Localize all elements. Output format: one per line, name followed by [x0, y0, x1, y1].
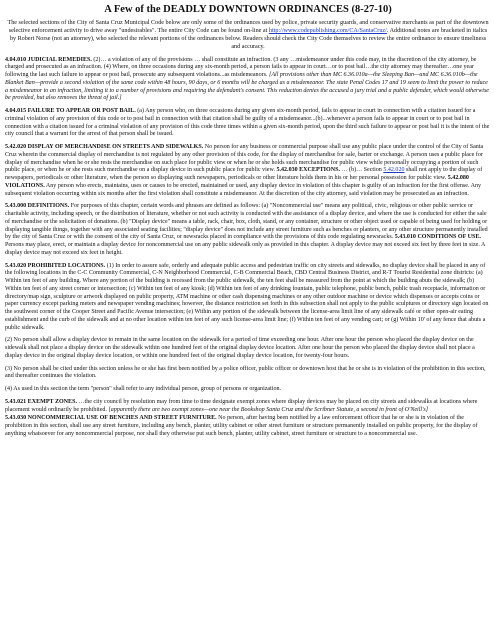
- section-heading: 5.42.020 DISPLAY OF MERCHANDISE ON STREETS AND SIDEWALKS.: [5, 144, 204, 151]
- section-one-hour-rule: [5, 337, 491, 360]
- section-heading: 5.43.021 EXEMPT ZONES.: [5, 398, 77, 405]
- section-body: For purposes of this chapter, certain words and phrases are defined as follows: (a) "Noncommercial use" means any political, civic, religious or other public service or charitable activity, including speech, or the distribution of literature, whether or not such activity is conducted with the assistance of a display device, and where the use is conducted for either the sale of merchandise or the solicitation of donations. (b) "Display device" means a table, rack, chair, box, cloth, stand, or any container, structure or other object used or capable of being used for holding or displaying tangible things, together with any associated seating facilities; "display device" does not include any street furniture such as benches or planters, or any other structure permanently installed by the city of Santa Cruz or with the consent of the city of Santa Cruz, or newsracks placed in compliance with the provisions of this code regulating newsracks.: [5, 203, 488, 241]
- section-heading-exceptions: 5.42.030 EXCEPTIONS.: [276, 167, 340, 174]
- section-definitions: [5, 203, 491, 257]
- section-body: shall not apply to the display of newspapers, periodicals or other literature, when the person so displaying such newspapers, periodicals or other literature holds them in his or her personal possession for public view.: [5, 167, 483, 182]
- section-judicial-remedies: [5, 57, 491, 104]
- section-body: (2) No person shall allow a display device to remain in the same location on the sidewalk for a period of time exceeding one hour. After one hour the person who placed the display device on the sidewalk shall not place a display device on the sidewalk within one hundred feet of the original display device location. After one hour the person who placed the display device shall not place a display device in the original display device location, or within one hundred feet of the original display device location, for twenty-four hours.: [5, 337, 475, 359]
- section-person-definition: [5, 386, 491, 394]
- section-body: Any person who erects, maintains, uses or causes to be erected, maintained or used, any display device in violation of this chapter is guilty of an infraction for the first offense. Any subsequent violation occurring within six months after the first violation shall constitute a misdemeanor. At the discretion of the city attorney, said violation may be prosecuted as an infraction.: [5, 182, 482, 197]
- section-heading: 5.43.000 DEFINITIONS.: [5, 203, 70, 210]
- section-body: No person, after having been notified by a law enforcement officer that he or she is in violation of the prohibition in this section, shall use any street furniture, including any bench, planter, utility cabinet or other street furniture or structure permanently installed on public property, for the display of anything whatsoever for any noncommercial purpose, nor shall they otherwise put such bench, planter, utility cabinet, street furniture or structure to a noncommercial use.: [5, 415, 478, 437]
- section-exempt-zones: [5, 399, 491, 415]
- section-link-5-42-020[interactable]: 5.42.020: [383, 167, 405, 174]
- section-body: (2)… a violation of any of the provisions … shall constitute an infraction. (3 any …misdemeanor under this code may, in the discretion of the city attorney, be charged and prosecuted as an infraction. (4) Where, on three occasions during any six-month period, a person fails to appear in court…or to post bail…the city attorney may thereafter…one year following the last such failure to appear or post bail, prosecute any subsequent violations...as misdemeanors.: [5, 56, 477, 79]
- section-body: … (b)… Section: [339, 167, 384, 174]
- section-benches-street-furniture: [5, 415, 491, 438]
- editor-note: [apparently there are two exempt zones—one near the Bookshop Santa Cruz and the Scribner Statute, a second in front of O'Neill's]: [108, 406, 429, 413]
- editor-note: [All provisions other than MC 6.36.010a—the Sleeping Ban—and MC 6.36.010b—the Blanket Ban—provide a second violation of the same code within 48 hours, 90 days, or 6 months will be charged as a misdemeanor. The state Penal Codes 17 and 19 seem to limit the power to reduce a misdemeanor to an infraction, limiting it to a number of provisions and requiring the defendant's consent. This reduction denies the accused a jury trial and a public defender, which would otherwise be provided, but also removes the threat of jail.]: [5, 72, 489, 102]
- section-heading-violations: 5.42.080 VIOLATIONS.: [5, 175, 469, 189]
- section-heading: 5.43.020 PROHIBITED LOCATIONS.: [5, 262, 106, 269]
- intro-text-1: The selected sections of the City of Santa Cruz Municipal Code below are only some of the ordinances used by police, private security guards, and conservative merchants as part of the downtown selective enforcement activity to drive away "undesirables". The entire City Code can be found on-line at: [7, 20, 489, 34]
- codepublishing-link[interactable]: http://www.codepublishing.com/CA/SantaCruz/: [268, 27, 387, 34]
- section-body: No person for any business or commercial purpose shall use any public place under the control of the City of Santa Cruz wherein the commercial display of merchandise is not regulated by any other provision of this code, for the display of merchandise for sale, barter or exchange. A person uses a public place for display of merchandise when he or she rests the merchandise on such place for public view or when he or she holds such merchandise for public view while personally occupying a portion of such public place, or when he or she rests such merchandise on a display device in such public place for public view.: [5, 144, 484, 174]
- section-heading-conditions-of-use: 5.43.010 CONDITIONS OF USE.: [394, 234, 481, 241]
- section-heading: 4.04.010 JUDICIAL REMEDIES.: [5, 56, 92, 63]
- section-body: …the city council by resolution may from time to time designate exempt zones where display devices may be placed on city streets and sidewalks at locations where placement would ordinarily be prohibited.: [5, 398, 478, 413]
- section-body: (4) As used in this section the term "person" shall refer to any individual person, group of persons or organization.: [5, 386, 282, 393]
- section-display-of-merchandise: [5, 144, 491, 198]
- section-heading: 4.04.015 FAILURE TO APPEAR OR POST BAIL.: [5, 108, 136, 115]
- section-prohibited-locations: [5, 263, 491, 333]
- intro-paragraph: [5, 20, 491, 52]
- intro-text-2: . Additional notes are bracketed in italics by Robert Norse (not an attorney), who selected the relevant portions of the ordinances below. Readers should check the City Code themselves to review the entire ordinance to ensure timeliness and accuracy.: [9, 27, 488, 50]
- section-body: (3) No person shall be cited under this section unless he or she has first been notified by a police officer, public officer or downtown host that he or she is in violation of the prohibition in this section, and thereafter continues the violation.: [5, 365, 486, 380]
- section-heading: 5.43.030 NONCOMMERCIAL USE OF BENCHES AND STREET FURNITURE.: [5, 415, 217, 422]
- document-title: A Few of the DEADLY DOWNTOWN ORDINANCES (8-27-10): [104, 4, 392, 15]
- section-failure-to-appear: [5, 108, 491, 139]
- section-body: (1) In order to assure safe, orderly and adequate public access and pedestrian traffic on city streets and sidewalks, no display device shall be placed in any of the following locations in the C-C Community Commercial, C-N Neighborhood Commercial, C-B Commercial Beach, CBD Central Business District, and R-T Tourist Residential zone districts: (a) Within ten feet of any building. Where any portion of the building is recessed from the public sidewalk, the ten feet shall be measured from the point at which the building abuts the sidewalk; (b) Within ten feet of any street corner or intersection; (c) Within ten feet of any kiosk; (d) Within ten feet of any drinking fountain, public telephone, public bench, public trash receptacle, information or directory/map sign, sculpture or artwork displayed on public property, ATM machine or other cash dispensing machines or any other outdoor machine or device which dispenses or accepts coins or paper currency except parking meters and newspaper vending machines; however, the distance restriction set forth in this subsection shall not apply to the public sculptures or directory sign located on the southwest corner of the Cooper Street and Pacific Avenue intersection; (e) Within any portion of the sidewalk between the license-area limit line of any sidewalk café or other open-air eating establishment and the curb of the sidewalk and at no other location within ten feet of any such license-area limit line; (f) Within ten feet of any vending cart; or (g) Within 10' of any fence that abuts a public sidewalk.: [5, 262, 489, 331]
- section-body: (a) Any person who, on three occasions during any given six-month period, fails to appear in court in connection with a citation issued for a criminal violation of any provision of this code or to post bail in connection with that citation shall be guilty of a misdemeanor...(b)...whenever a person fails to appear in court or to post bail in connection with a citation issued for a criminal violation of any provision of this code three times within a given six-month period, upon the third such failure to appear or post bail it is the intent of the city council that a warrant for the arrest of that person shall be issued.: [5, 108, 490, 138]
- section-notification-rule: [5, 366, 491, 382]
- section-body: Persons may place, erect, or maintain a display device for noncommercial use on any public sidewalk only as provided in this chapter. A display device may not exceed six feet by three feet in size. A display device may not exceed six feet in height.: [5, 242, 486, 256]
